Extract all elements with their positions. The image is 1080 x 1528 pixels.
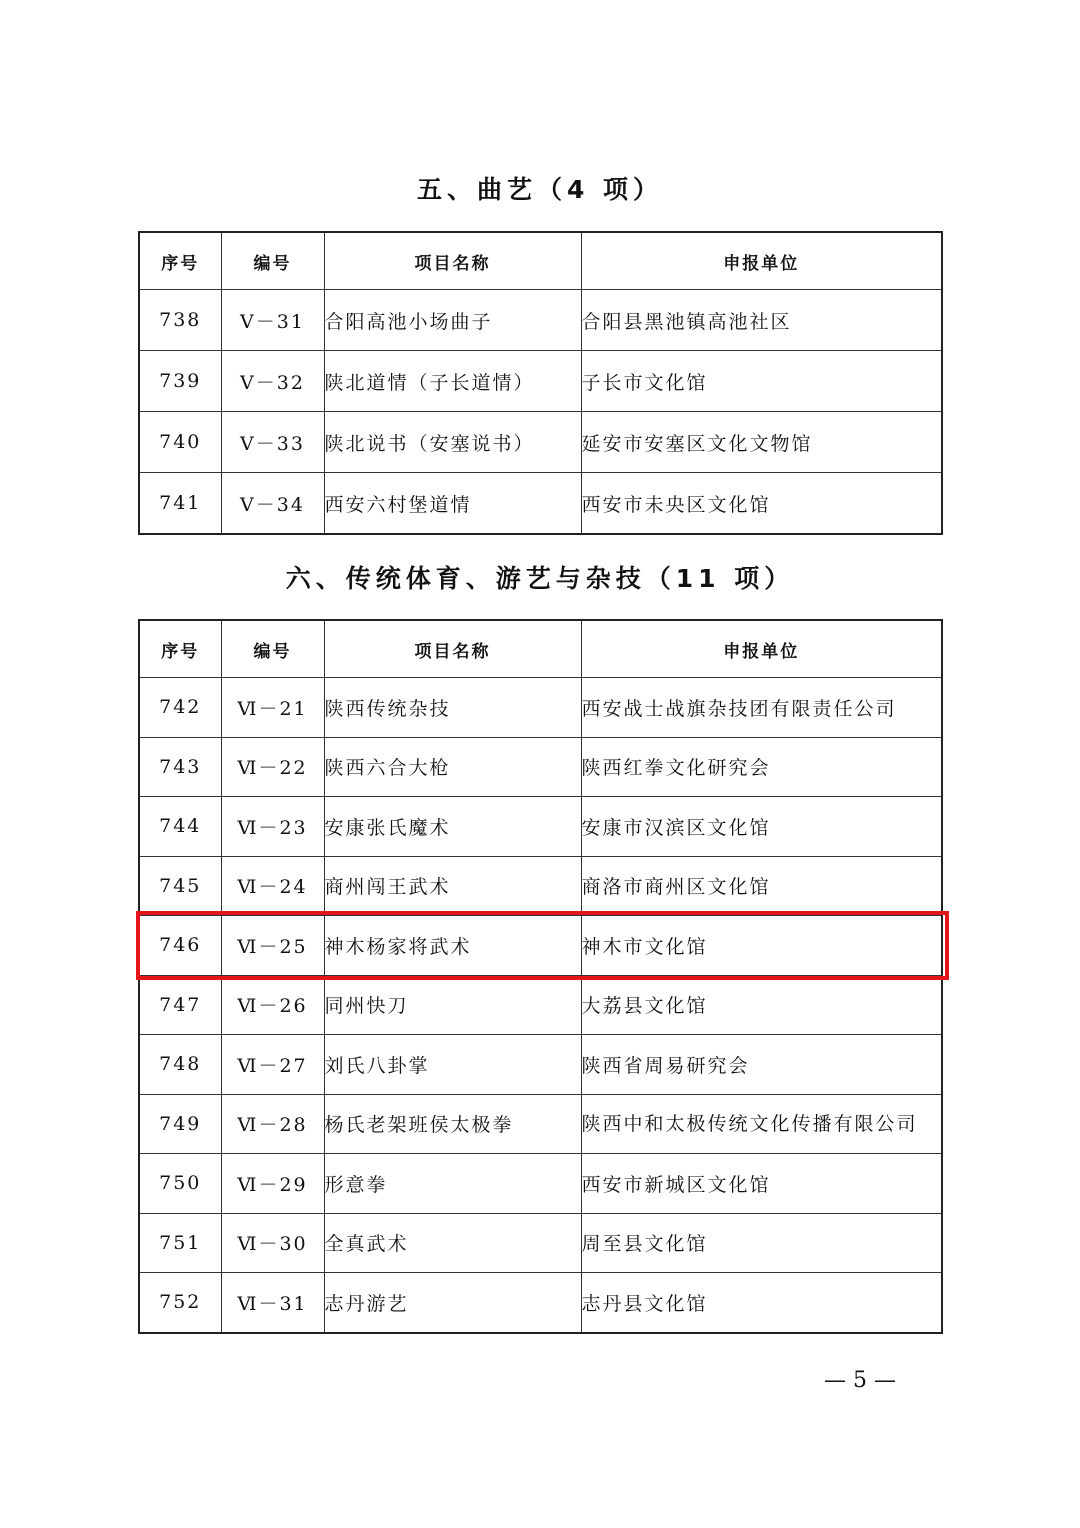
cell-name: 西安六村堡道情 bbox=[324, 473, 581, 535]
cell-name: 陕北道情（子长道情） bbox=[324, 351, 581, 412]
cell-code: Ⅴ－31 bbox=[221, 290, 324, 351]
cell-seq: 748 bbox=[139, 1035, 221, 1095]
table-row bbox=[139, 1213, 942, 1273]
cell-unit: 神木市文化馆 bbox=[581, 916, 942, 976]
table-row bbox=[139, 412, 942, 473]
cell-code: Ⅵ－24 bbox=[221, 856, 324, 916]
table-row bbox=[139, 856, 942, 916]
cell-unit: 子长市文化馆 bbox=[581, 351, 942, 412]
cell-seq: 744 bbox=[139, 797, 221, 857]
table-row bbox=[139, 1154, 942, 1214]
cell-unit: 西安市新城区文化馆 bbox=[581, 1154, 942, 1214]
table-row bbox=[139, 975, 942, 1035]
cell-name: 志丹游艺 bbox=[324, 1273, 581, 1333]
cell-code: Ⅵ－30 bbox=[221, 1213, 324, 1273]
table-row bbox=[139, 1094, 942, 1154]
header-unit: 申报单位 bbox=[581, 232, 942, 290]
header-unit: 申报单位 bbox=[581, 620, 942, 678]
section-title-quyi: 五、曲艺（4 项） bbox=[416, 175, 664, 204]
table-row bbox=[139, 351, 942, 412]
header-code: 编号 bbox=[221, 620, 324, 678]
cell-code: Ⅵ－22 bbox=[221, 737, 324, 797]
cell-code: Ⅴ－32 bbox=[221, 351, 324, 412]
cell-unit: 周至县文化馆 bbox=[581, 1213, 942, 1273]
cell-name: 形意拳 bbox=[324, 1154, 581, 1214]
cell-name: 刘氏八卦掌 bbox=[324, 1035, 581, 1095]
cell-code: Ⅵ－29 bbox=[221, 1154, 324, 1214]
table-header-row bbox=[139, 232, 942, 290]
cell-seq: 746 bbox=[139, 916, 221, 976]
table-row bbox=[139, 678, 942, 738]
table-row bbox=[139, 1035, 942, 1095]
cell-name: 安康张氏魔术 bbox=[324, 797, 581, 857]
cell-unit: 安康市汉滨区文化馆 bbox=[581, 797, 942, 857]
cell-code: Ⅴ－33 bbox=[221, 412, 324, 473]
cell-code: Ⅵ－31 bbox=[221, 1273, 324, 1333]
cell-unit: 西安战士战旗杂技团有限责任公司 bbox=[581, 678, 942, 738]
cell-unit: 大荔县文化馆 bbox=[581, 975, 942, 1035]
header-code: 编号 bbox=[221, 232, 324, 290]
cell-name: 同州快刀 bbox=[324, 975, 581, 1035]
page-number: — 5 — bbox=[824, 1368, 896, 1393]
quyi-table bbox=[138, 231, 943, 535]
cell-name: 合阳高池小场曲子 bbox=[324, 290, 581, 351]
header-name: 项目名称 bbox=[324, 232, 581, 290]
cell-unit: 陕西省周易研究会 bbox=[581, 1035, 942, 1095]
cell-unit: 商洛市商州区文化馆 bbox=[581, 856, 942, 916]
cell-seq: 752 bbox=[139, 1273, 221, 1333]
cell-name: 陕西六合大枪 bbox=[324, 737, 581, 797]
cell-name: 陕西传统杂技 bbox=[324, 678, 581, 738]
header-seq: 序号 bbox=[139, 620, 221, 678]
table-row-highlighted bbox=[139, 916, 942, 976]
cell-code: Ⅵ－27 bbox=[221, 1035, 324, 1095]
cell-seq: 749 bbox=[139, 1094, 221, 1154]
cell-unit: 延安市安塞区文化文物馆 bbox=[581, 412, 942, 473]
cell-name: 全真武术 bbox=[324, 1213, 581, 1273]
table-row bbox=[139, 737, 942, 797]
cell-seq: 738 bbox=[139, 290, 221, 351]
cell-seq: 745 bbox=[139, 856, 221, 916]
cell-seq: 751 bbox=[139, 1213, 221, 1273]
cell-code: Ⅵ－21 bbox=[221, 678, 324, 738]
header-seq: 序号 bbox=[139, 232, 221, 290]
cell-code: Ⅵ－28 bbox=[221, 1094, 324, 1154]
cell-unit bbox=[581, 1094, 942, 1154]
table-row bbox=[139, 473, 942, 535]
section-title-sports: 六、传统体育、游艺与杂技（11 项） bbox=[285, 564, 795, 593]
cell-code: Ⅵ－23 bbox=[221, 797, 324, 857]
cell-seq: 743 bbox=[139, 737, 221, 797]
table-row bbox=[139, 1273, 942, 1333]
table-header-row bbox=[139, 620, 942, 678]
cell-unit: 西安市未央区文化馆 bbox=[581, 473, 942, 535]
sports-table bbox=[138, 619, 943, 1334]
cell-code: Ⅴ－34 bbox=[221, 473, 324, 535]
cell-seq: 742 bbox=[139, 678, 221, 738]
cell-seq: 740 bbox=[139, 412, 221, 473]
header-name: 项目名称 bbox=[324, 620, 581, 678]
cell-unit: 志丹县文化馆 bbox=[581, 1273, 942, 1333]
cell-unit: 合阳县黑池镇高池社区 bbox=[581, 290, 942, 351]
cell-name: 陕北说书（安塞说书） bbox=[324, 412, 581, 473]
cell-seq: 741 bbox=[139, 473, 221, 535]
cell-unit-text: 陕西中和太极传统文化传播有限公司 bbox=[581, 1112, 918, 1135]
cell-name: 杨氏老架班侯太极拳 bbox=[324, 1094, 581, 1154]
cell-name: 商州闯王武术 bbox=[324, 856, 581, 916]
cell-code: Ⅵ－26 bbox=[221, 975, 324, 1035]
cell-seq: 750 bbox=[139, 1154, 221, 1214]
table-row bbox=[139, 290, 942, 351]
cell-code: Ⅵ－25 bbox=[221, 916, 324, 976]
cell-seq: 739 bbox=[139, 351, 221, 412]
table-row bbox=[139, 797, 942, 857]
cell-name: 神木杨家将武术 bbox=[324, 916, 581, 976]
cell-unit: 陕西红拳文化研究会 bbox=[581, 737, 942, 797]
cell-seq: 747 bbox=[139, 975, 221, 1035]
